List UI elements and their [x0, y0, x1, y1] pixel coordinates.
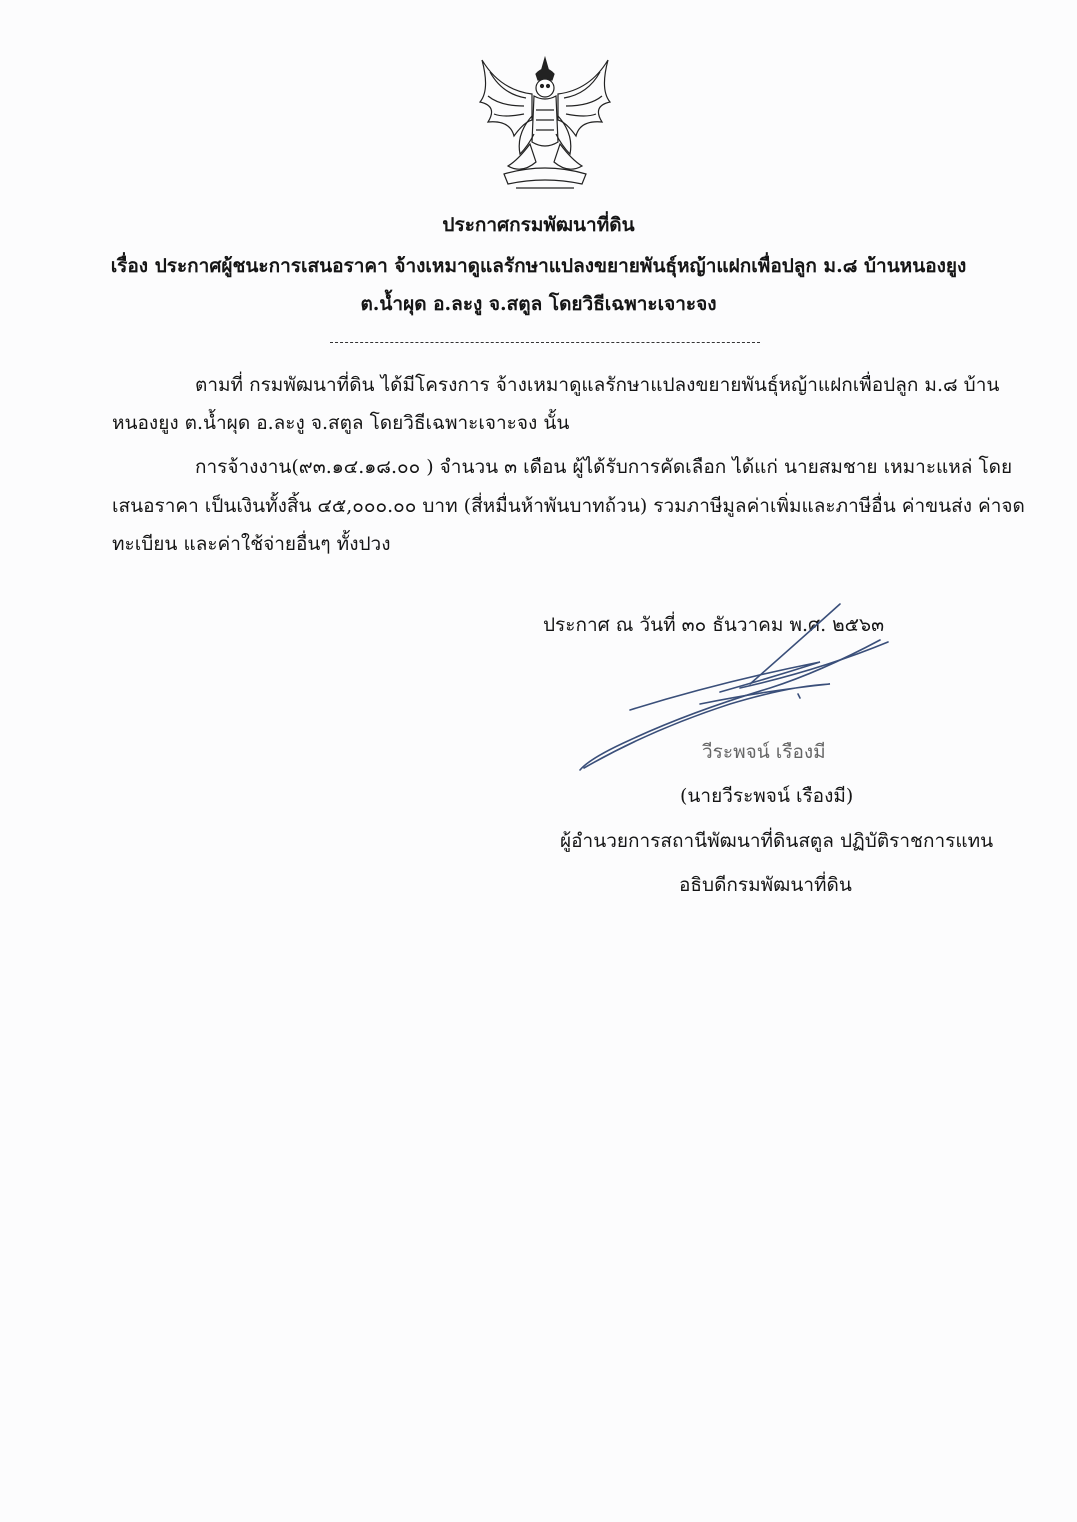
- signatory-position: อธิบดีกรมพัฒนาที่ดิน: [679, 874, 852, 896]
- signatory-position: ผู้อำนวยการสถานีพัฒนาที่ดินสตูล ปฏิบัติราชการแทน: [560, 830, 994, 852]
- subject-line: ต.น้ำผุด อ.ละงู จ.สตูล โดยวิธีเฉพาะเจาะจง: [360, 293, 717, 315]
- body-paragraph-line: หนองยูง ต.น้ำผุด อ.ละงู จ.สตูล โดยวิธีเฉพาะเจาะจง นั้น: [112, 412, 570, 434]
- garuda-emblem-icon: [470, 50, 620, 200]
- signed-name: วีระพจน์ เรืองมี: [702, 741, 826, 763]
- document-title: ประกาศกรมพัฒนาที่ดิน: [442, 214, 635, 236]
- divider: [330, 342, 760, 343]
- signatory-full-name: (นายวีระพจน์ เรืองมี): [680, 785, 854, 807]
- subject-line: เรื่อง ประกาศผู้ชนะการเสนอราคา จ้างเหมาดูแลรักษาแปลงขยายพันธุ์หญ้าแฝกเพื่อปลูก ม.๘ บ้านหนองยูง: [110, 255, 967, 277]
- body-paragraph-line: ทะเบียน และค่าใช้จ่ายอื่นๆ ทั้งปวง: [112, 533, 391, 555]
- body-paragraph-line: เสนอราคา เป็นเงินทั้งสิ้น ๔๕,๐๐๐.๐๐ บาท (สี่หมื่นห้าพันบาทถ้วน) รวมภาษีมูลค่าเพิ่มและภาษีอื่น ค่าขนส่ง ค่าจด: [112, 495, 1025, 517]
- announce-date: ประกาศ ณ วันที่ ๓๐ ธันวาคม พ.ศ. ๒๕๖๓: [543, 614, 885, 636]
- body-paragraph-line: การจ้างงาน(๙๓.๑๔.๑๘.๐๐ ) จำนวน ๓ เดือน ผู้ได้รับการคัดเลือก ได้แก่ นายสมชาย เหมาะแหล่ โดย: [195, 456, 1013, 478]
- body-paragraph-line: ตามที่ กรมพัฒนาที่ดิน ได้มีโครงการ จ้างเหมาดูแลรักษาแปลงขยายพันธุ์หญ้าแฝกเพื่อปลูก ม.๘ บ้าน: [195, 374, 1000, 396]
